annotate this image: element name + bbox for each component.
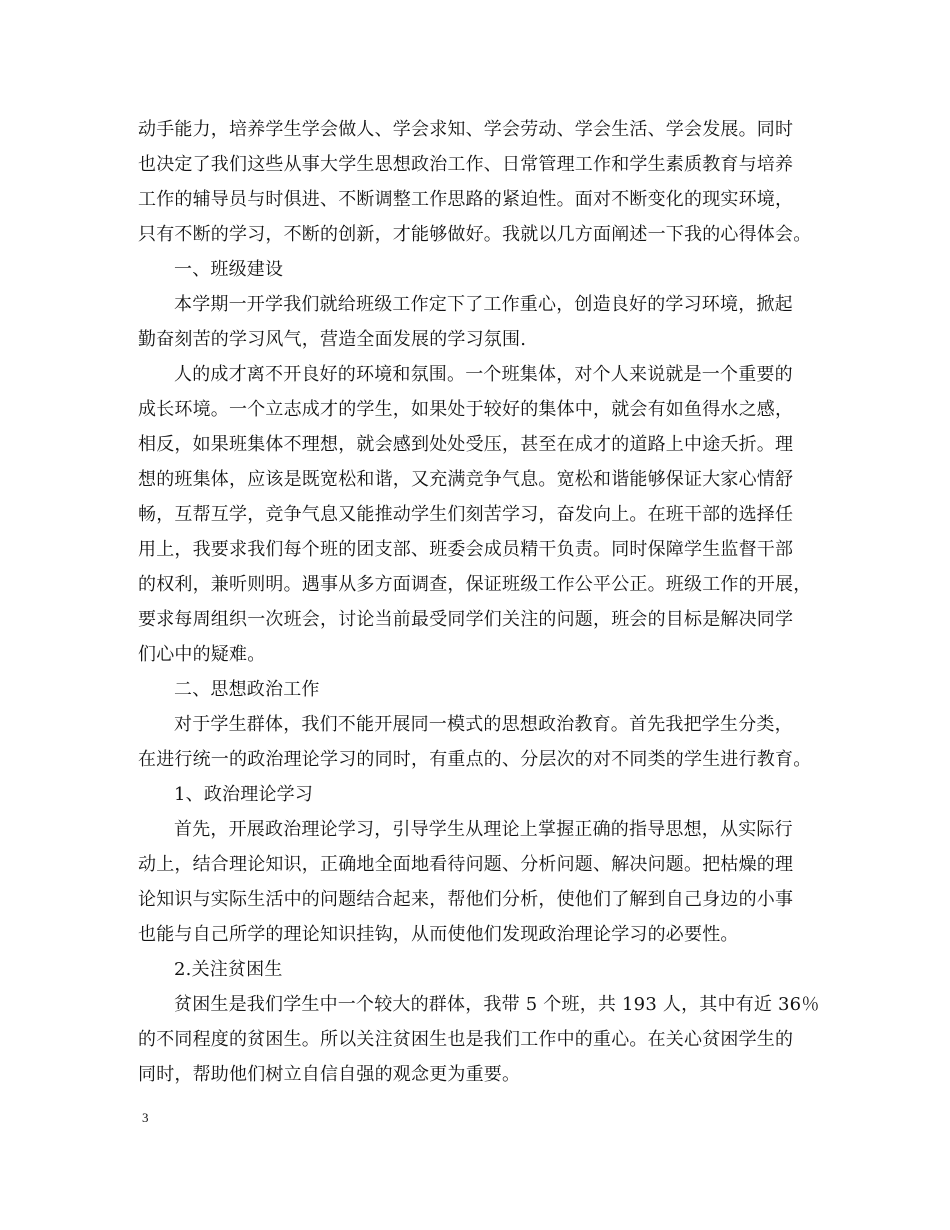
text-line: 想的班集体，应该是既宽松和谐，又充满竞争气息。宽松和谐能够保证大家心情舒 (138, 469, 794, 490)
text-line: 贫困生是我们学生中一个较大的群体，我带 5 个班，共 193 人，其中有近 36％ (174, 994, 820, 1015)
text-line: 二、思想政治工作 (174, 679, 320, 700)
text-line: 1、政治理论学习 (174, 784, 314, 805)
text-line: 本学期一开学我们就给班级工作定下了工作重心，创造良好的学习环境，掀起 (174, 294, 793, 315)
text-line: 2.关注贫困生 (174, 959, 283, 980)
text-line: 们心中的疑难。 (138, 644, 266, 665)
text-line: 的权利，兼听则明。遇事从多方面调查，保证班级工作公平公正。班级工作的开展， (138, 574, 812, 595)
text-line: 动手能力，培养学生学会做人、学会求知、学会劳动、学会生活、学会发展。同时 (138, 119, 794, 140)
text-line: 畅，互帮互学，竞争气息又能推动学生们刻苦学习，奋发向上。在班干部的选择任 (138, 504, 794, 525)
text-line: 人的成才离不开良好的环境和氛围。一个班集体，对个人来说就是一个重要的 (174, 364, 793, 385)
text-line: 的不同程度的贫困生。所以关注贫困生也是我们工作中的重心。在关心贫困学生的 (138, 1029, 794, 1050)
text-line: 勤奋刻苦的学习风气，营造全面发展的学习氛围. (138, 329, 527, 350)
text-line: 在进行统一的政治理论学习的同时，有重点的、分层次的对不同类的学生进行教育。 (138, 749, 812, 770)
text-line: 也决定了我们这些从事大学生思想政治工作、日常管理工作和学生素质教育与培养 (138, 154, 794, 175)
text-line: 只有不断的学习，不断的创新，才能够做好。我就以几方面阐述一下我的心得体会。 (138, 224, 812, 245)
text-line: 工作的辅导员与时俱进、不断调整工作思路的紧迫性。面对不断变化的现实环境， (138, 189, 794, 210)
text-line: 用上，我要求我们每个班的团支部、班委会成员精干负责。同时保障学生监督干部 (138, 539, 794, 560)
text-line: 首先，开展政治理论学习，引导学生从理论上掌握正确的指导思想，从实际行 (174, 819, 793, 840)
text-line: 动上，结合理论知识，正确地全面地看待问题、分析问题、解决问题。把枯燥的理 (138, 854, 794, 875)
page-number: 3 (142, 1110, 149, 1125)
text-line: 一、班级建设 (174, 259, 284, 280)
text-line: 也能与自己所学的理论知识挂钩，从而使他们发现政治理论学习的必要性。 (138, 924, 739, 945)
text-line: 同时，帮助他们树立自信自强的观念更为重要。 (138, 1064, 521, 1085)
text-line: 相反，如果班集体不理想，就会感到处处受压，甚至在成才的道路上中途夭折。理 (138, 434, 794, 455)
body-text (138, 112, 828, 1092)
text-line: 论知识与实际生活中的问题结合起来，帮他们分析，使他们了解到自己身边的小事 (138, 889, 794, 910)
text-line: 要求每周组织一次班会，讨论当前最受同学们关注的问题，班会的目标是解决同学 (138, 609, 794, 630)
text-line: 成长环境。一个立志成才的学生，如果处于较好的集体中，就会有如鱼得水之感， (138, 399, 794, 420)
text-line: 对于学生群体，我们不能开展同一模式的思想政治教育。首先我把学生分类， (174, 714, 793, 735)
